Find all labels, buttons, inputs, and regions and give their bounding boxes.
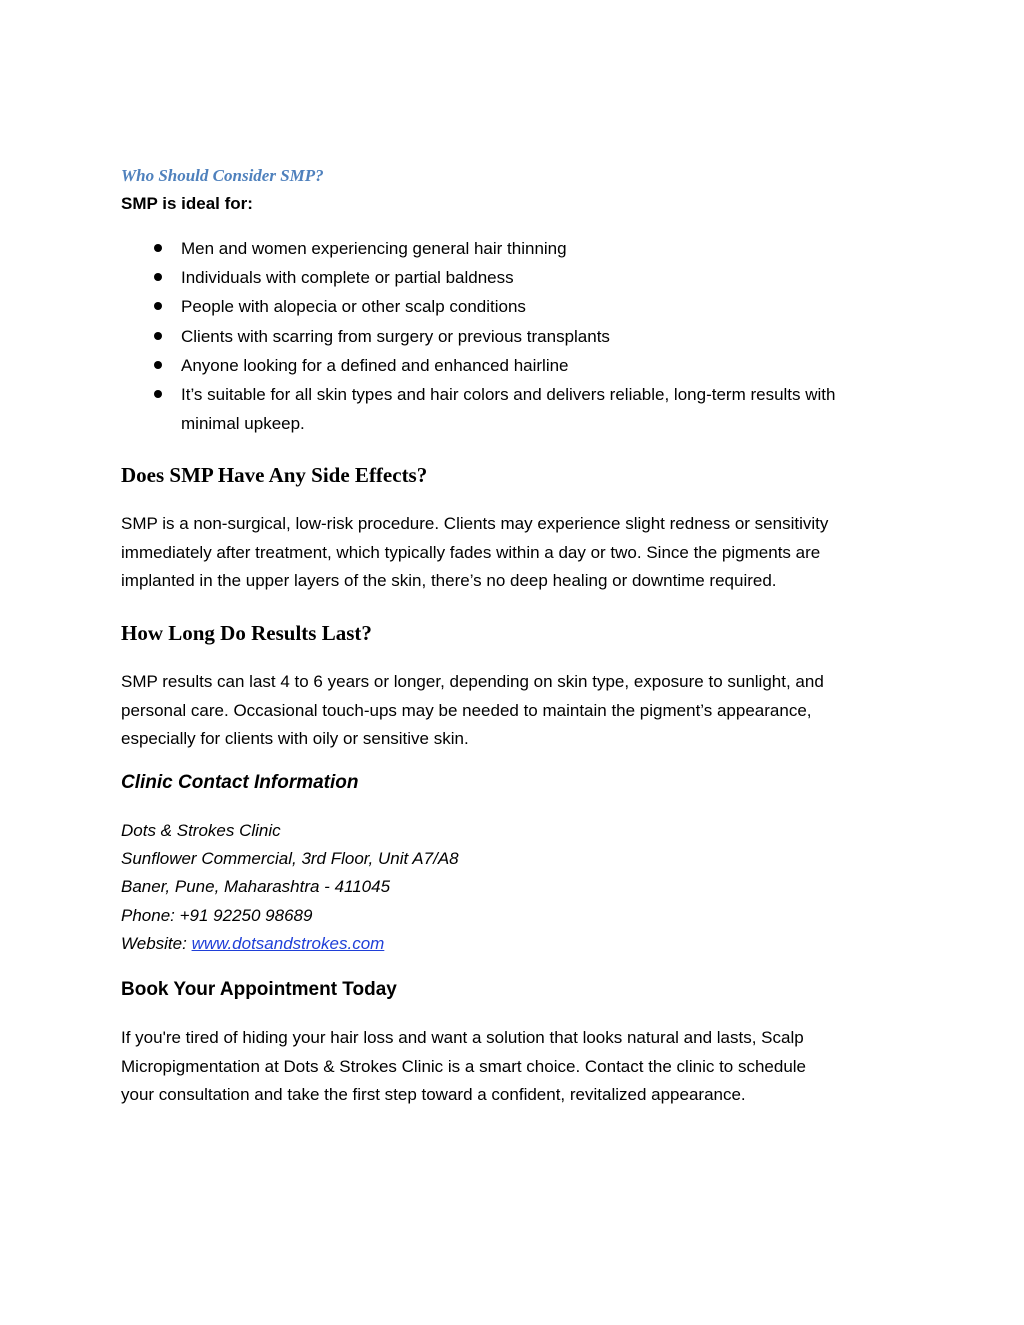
list-item-text: Anyone looking for a defined and enhanced hairline xyxy=(181,355,569,375)
paragraph-line: especially for clients with oily or sensitive skin. xyxy=(121,729,469,748)
paragraph-line: your consultation and take the first step toward a confident, revitalized appearance. xyxy=(121,1085,746,1104)
list-item-text: Men and women experiencing general hair thinning xyxy=(181,239,567,258)
smp-ideal-for-label: SMP is ideal for: xyxy=(121,194,253,213)
clinic-address-line-2: Baner, Pune, Maharashtra - 411045 xyxy=(121,877,391,897)
list-item-text: Clients with scarring from surgery or previous transplants xyxy=(181,326,610,346)
paragraph-line: If you're tired of hiding your hair loss and want a solution that looks natural and lasts, Scalp xyxy=(121,1028,804,1047)
book-appointment-paragraph xyxy=(121,1024,901,1110)
paragraph-line: SMP results can last 4 to 6 years or longer, depending on skin type, exposure to sunlight, and xyxy=(121,672,824,691)
bullet-icon xyxy=(154,244,162,252)
paragraph-line: implanted in the upper layers of the skin, there’s no deep healing or downtime required. xyxy=(121,571,777,590)
ideal-candidates-list xyxy=(121,234,901,438)
clinic-contact-heading: Clinic Contact Information xyxy=(121,772,359,793)
clinic-website-row xyxy=(121,930,459,958)
book-appointment-heading: Book Your Appointment Today xyxy=(121,979,397,1000)
paragraph-line: Micropigmentation at Dots & Strokes Clinic is a smart choice. Contact the clinic to schedule xyxy=(121,1056,807,1076)
list-item-text: Individuals with complete or partial baldness xyxy=(181,268,514,288)
list-item xyxy=(121,234,901,263)
clinic-contact-block xyxy=(121,817,459,958)
list-item xyxy=(121,380,901,438)
list-item-text: People with alopecia or other scalp conditions xyxy=(181,297,526,317)
bullet-icon xyxy=(154,361,162,369)
results-duration-paragraph xyxy=(121,668,901,754)
paragraph-line: personal care. Occasional touch-ups may be needed to maintain the pigment’s appearance, xyxy=(121,700,812,720)
clinic-name: Dots & Strokes Clinic xyxy=(121,821,281,840)
bullet-icon xyxy=(154,273,162,281)
paragraph-line: immediately after treatment, which typically fades within a day or two. Since the pigments are xyxy=(121,542,821,562)
who-should-consider-heading: Who Should Consider SMP? xyxy=(121,166,324,185)
list-item xyxy=(121,351,901,380)
list-item xyxy=(121,292,901,321)
list-item xyxy=(121,263,901,292)
clinic-phone: Phone: +91 92250 98689 xyxy=(121,905,313,925)
results-duration-heading: How Long Do Results Last? xyxy=(121,621,372,645)
list-item-text: It’s suitable for all skin types and hair colors and delivers reliable, long-term results with xyxy=(181,385,836,405)
list-item xyxy=(121,322,901,351)
side-effects-paragraph xyxy=(121,510,901,596)
website-label: Website: xyxy=(121,933,192,953)
clinic-address-line-1: Sunflower Commercial, 3rd Floor, Unit A7/A8 xyxy=(121,849,459,869)
bullet-icon xyxy=(154,302,162,310)
website-link[interactable]: www.dotsandstrokes.com xyxy=(191,933,385,953)
paragraph-line: SMP is a non-surgical, low-risk procedure. Clients may experience slight redness or sensitivity xyxy=(121,514,829,533)
list-item-text: minimal upkeep. xyxy=(181,414,305,434)
bullet-icon xyxy=(154,390,162,398)
side-effects-heading: Does SMP Have Any Side Effects? xyxy=(121,463,428,487)
bullet-icon xyxy=(154,332,162,340)
